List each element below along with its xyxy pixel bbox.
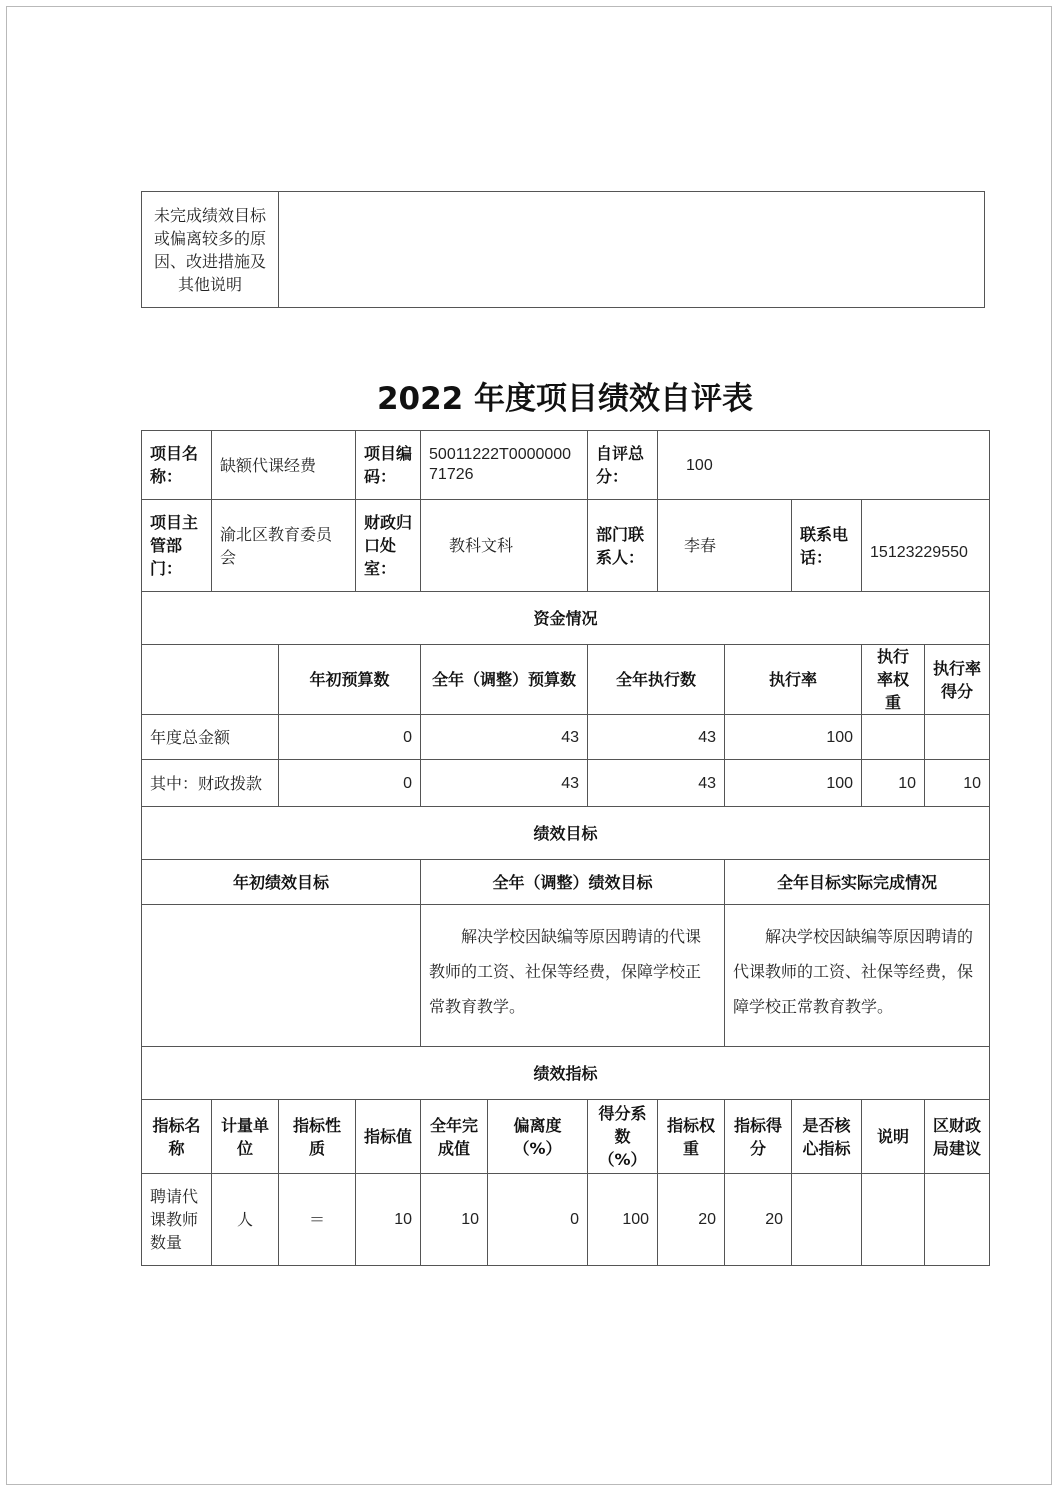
ind-row-unit: 人	[212, 1174, 279, 1266]
ind-row-value: 10	[356, 1174, 421, 1266]
unfinished-value	[279, 192, 985, 308]
ind-row-core	[792, 1174, 862, 1266]
goals-adjusted: 解决学校因缺编等原因聘请的代课教师的工资、社保等经费，保障学校正常教育教学。	[421, 905, 725, 1047]
ind-row-weight: 20	[658, 1174, 725, 1266]
funds-header-initial: 年初预算数	[279, 645, 421, 715]
contact: 李春	[658, 500, 792, 592]
ind-row-deviation: 0	[488, 1174, 588, 1266]
funds-row-score: 10	[925, 760, 990, 807]
funds-row-weight	[862, 715, 925, 760]
phone-label: 联系电话：	[792, 500, 862, 592]
ind-row-score: 20	[725, 1174, 792, 1266]
ind-header-deviation: 偏离度（%）	[488, 1100, 588, 1174]
self-evaluation-table	[141, 430, 990, 1266]
funds-row-label: 年度总金额	[142, 715, 279, 760]
goals-header-actual: 全年目标实际完成情况	[725, 860, 990, 905]
funds-row-rate: 100	[725, 760, 862, 807]
ind-row-advice	[925, 1174, 990, 1266]
funds-section-title: 资金情况	[142, 592, 990, 645]
ind-header-name: 指标名称	[142, 1100, 212, 1174]
funds-header-weight: 执行率权重	[862, 645, 925, 715]
self-score: 100	[658, 431, 990, 500]
project-code: 50011222T000000071726	[421, 431, 588, 500]
ind-header-weight: 指标权重	[658, 1100, 725, 1174]
ind-header-nature: 指标性质	[279, 1100, 356, 1174]
funds-row-weight: 10	[862, 760, 925, 807]
contact-label: 部门联系人：	[588, 500, 658, 592]
funds-header-rate: 执行率	[725, 645, 862, 715]
goals-header-adjusted: 全年（调整）绩效目标	[421, 860, 725, 905]
ind-header-unit: 计量单位	[212, 1100, 279, 1174]
funds-header-executed: 全年执行数	[588, 645, 725, 715]
funds-row-score	[925, 715, 990, 760]
funds-header-adjusted: 全年（调整）预算数	[421, 645, 588, 715]
finance-office: 教科文科	[421, 500, 588, 592]
unfinished-explanation-table	[141, 191, 985, 308]
project-code-label: 项目编码：	[356, 431, 421, 500]
page-title: 2022 年度项目绩效自评表	[376, 381, 754, 417]
ind-row-actual: 10	[421, 1174, 488, 1266]
dept-label: 项目主管部门：	[142, 500, 212, 592]
ind-header-value: 指标值	[356, 1100, 421, 1174]
funds-header-score: 执行率得分	[925, 645, 990, 715]
goals-initial	[142, 905, 421, 1047]
project-name: 缺额代课经费	[212, 431, 356, 500]
indicators-section-title: 绩效指标	[142, 1047, 990, 1100]
funds-row-adjusted: 43	[421, 715, 588, 760]
ind-header-score: 指标得分	[725, 1100, 792, 1174]
project-name-label: 项目名称：	[142, 431, 212, 500]
finance-office-label: 财政归口处室：	[356, 500, 421, 592]
ind-row-name: 聘请代课教师数量	[142, 1174, 212, 1266]
funds-row-label: 其中：财政拨款	[142, 760, 279, 807]
ind-header-core: 是否核心指标	[792, 1100, 862, 1174]
unfinished-label: 未完成绩效目标或偏离较多的原因、改进措施及其他说明	[142, 192, 279, 308]
funds-header-blank	[142, 645, 279, 715]
ind-row-coef: 100	[588, 1174, 658, 1266]
ind-row-note	[862, 1174, 925, 1266]
funds-row-initial: 0	[279, 715, 421, 760]
goals-section-title: 绩效目标	[142, 807, 990, 860]
ind-header-note: 说明	[862, 1100, 925, 1174]
goals-actual: 解决学校因缺编等原因聘请的代课教师的工资、社保等经费，保障学校正常教育教学。	[725, 905, 990, 1047]
ind-header-coef: 得分系数（%）	[588, 1100, 658, 1174]
funds-row-rate: 100	[725, 715, 862, 760]
ind-header-actual: 全年完成值	[421, 1100, 488, 1174]
dept: 渝北区教育委员会	[212, 500, 356, 592]
phone: 15123229550	[862, 500, 990, 592]
ind-row-nature: ＝	[279, 1174, 356, 1266]
funds-row-executed: 43	[588, 715, 725, 760]
funds-row-executed: 43	[588, 760, 725, 807]
self-score-label: 自评总分：	[588, 431, 658, 500]
ind-header-advice: 区财政局建议	[925, 1100, 990, 1174]
funds-row-adjusted: 43	[421, 760, 588, 807]
goals-header-initial: 年初绩效目标	[142, 860, 421, 905]
funds-row-initial: 0	[279, 760, 421, 807]
